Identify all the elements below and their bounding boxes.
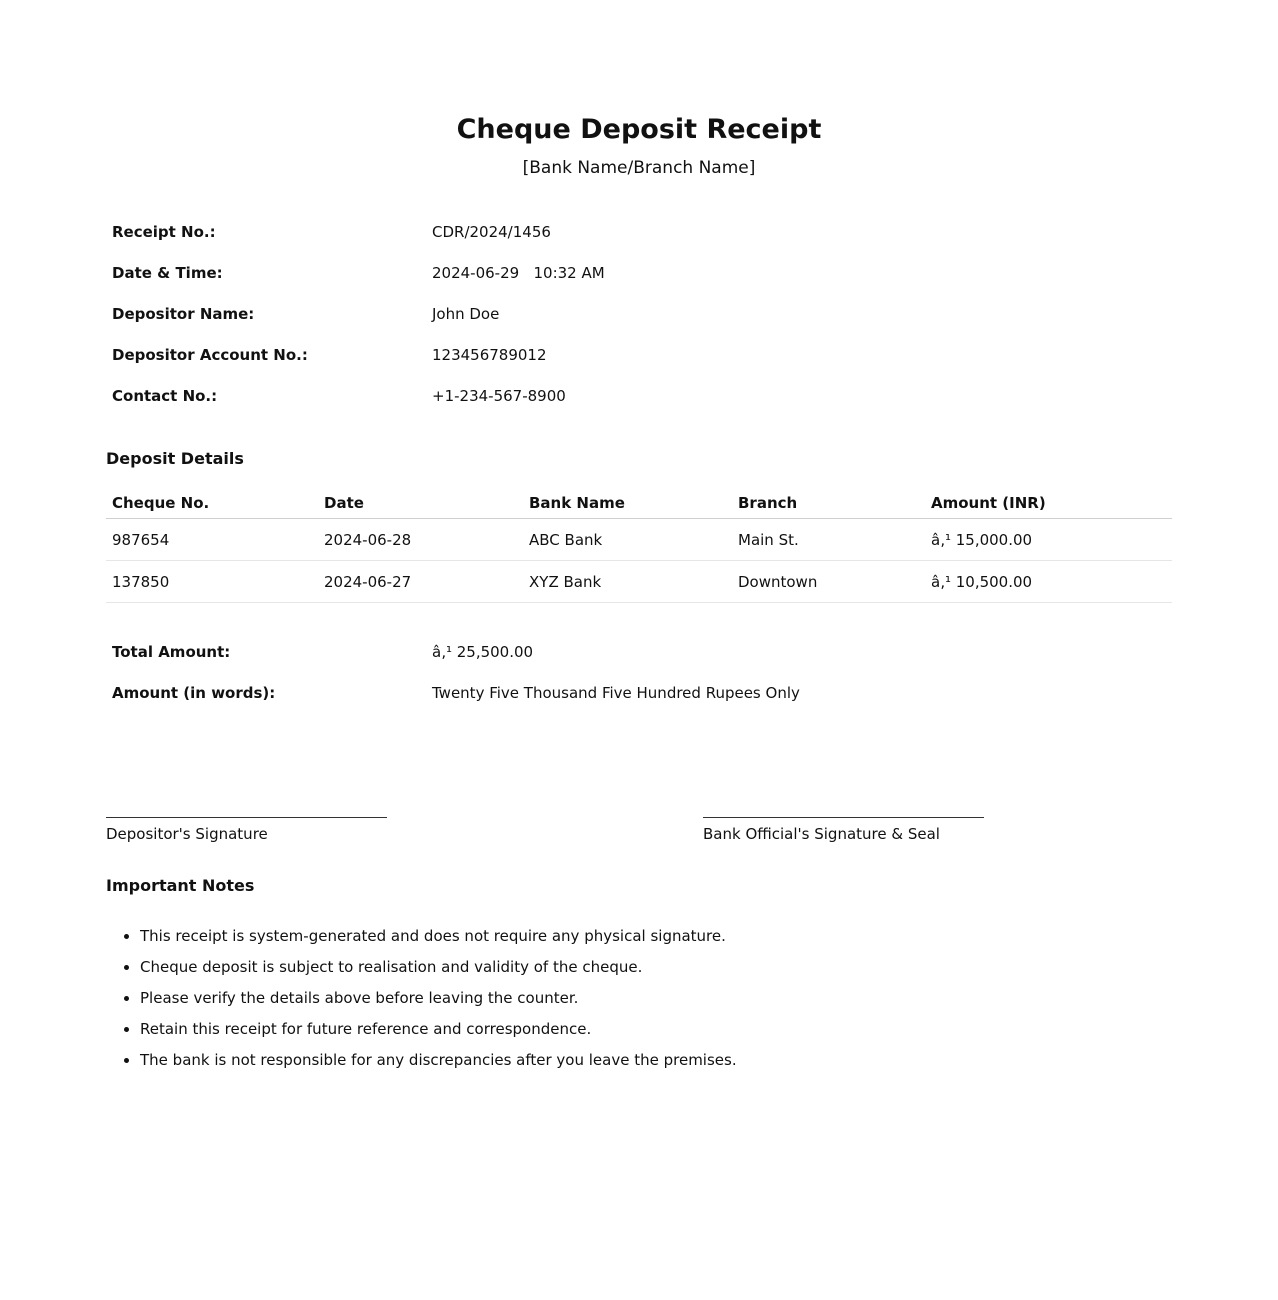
date-time-label: Date & Time:: [112, 264, 223, 282]
amount-in-words-label: Amount (in words):: [112, 684, 276, 702]
branch-cell: Downtown: [732, 561, 925, 603]
contact-number-value: +1-234-567-8900: [432, 387, 566, 405]
official-signature-label: Bank Official's Signature & Seal: [703, 825, 940, 843]
list-item: • Cheque deposit is subject to realisation and validity of the cheque.: [140, 956, 1140, 987]
cheque-date-cell: 2024-06-27: [318, 561, 523, 603]
cheque-number-cell: 137850: [106, 561, 318, 603]
amount-in-words-value: Twenty Five Thousand Five Hundred Rupees Only: [432, 684, 800, 702]
column-header-bank-name: Bank Name: [523, 488, 732, 519]
column-header-amount: Amount (INR): [925, 488, 1172, 519]
table-row: [106, 519, 1172, 561]
branch-cell: Main St.: [732, 519, 925, 561]
column-header-branch: Branch: [732, 488, 925, 519]
depositor-signature-label: Depositor's Signature: [106, 825, 268, 843]
bank-name-cell: ABC Bank: [523, 519, 732, 561]
table-row: [106, 561, 1172, 603]
receipt-number-label: Receipt No.:: [112, 223, 216, 241]
cheque-number-cell: 987654: [106, 519, 318, 561]
date-time-value: 2024-06-29 10:32 AM: [432, 264, 605, 282]
list-item: • Please verify the details above before leaving the counter.: [140, 987, 1140, 1018]
account-number-value: 123456789012: [432, 346, 547, 364]
contact-number-label: Contact No.:: [112, 387, 218, 405]
bank-name-subtitle: [Bank Name/Branch Name]: [522, 158, 756, 178]
page-title: Cheque Deposit Receipt: [456, 114, 822, 145]
receipt-number-value: CDR/2024/1456: [432, 223, 551, 241]
cheque-date-cell: 2024-06-28: [318, 519, 523, 561]
column-header-cheque-no: Cheque No.: [106, 488, 318, 519]
bank-name-cell: XYZ Bank: [523, 561, 732, 603]
total-amount-label: Total Amount:: [112, 643, 231, 661]
amount-cell: â‚¹ 15,000.00: [925, 519, 1172, 561]
important-notes-heading: Important Notes: [106, 876, 255, 895]
list-item: • The bank is not responsible for any discrepancies after you leave the premises.: [140, 1049, 1140, 1080]
depositor-name-label: Depositor Name:: [112, 305, 255, 323]
depositor-name-value: John Doe: [432, 305, 500, 323]
official-signature-line: [703, 817, 984, 818]
account-number-label: Depositor Account No.:: [112, 346, 308, 364]
table-header-row: [106, 488, 1172, 519]
amount-cell: â‚¹ 10,500.00: [925, 561, 1172, 603]
list-item: • This receipt is system-generated and does not require any physical signature.: [140, 925, 1140, 956]
total-amount-value: â‚¹ 25,500.00: [432, 643, 534, 661]
important-notes-list: [106, 925, 1140, 1080]
deposit-details-table: [106, 488, 1172, 603]
list-item: • Retain this receipt for future reference and correspondence.: [140, 1018, 1140, 1049]
deposit-details-heading: Deposit Details: [106, 449, 244, 468]
column-header-date: Date: [318, 488, 523, 519]
depositor-signature-line: [106, 817, 387, 818]
